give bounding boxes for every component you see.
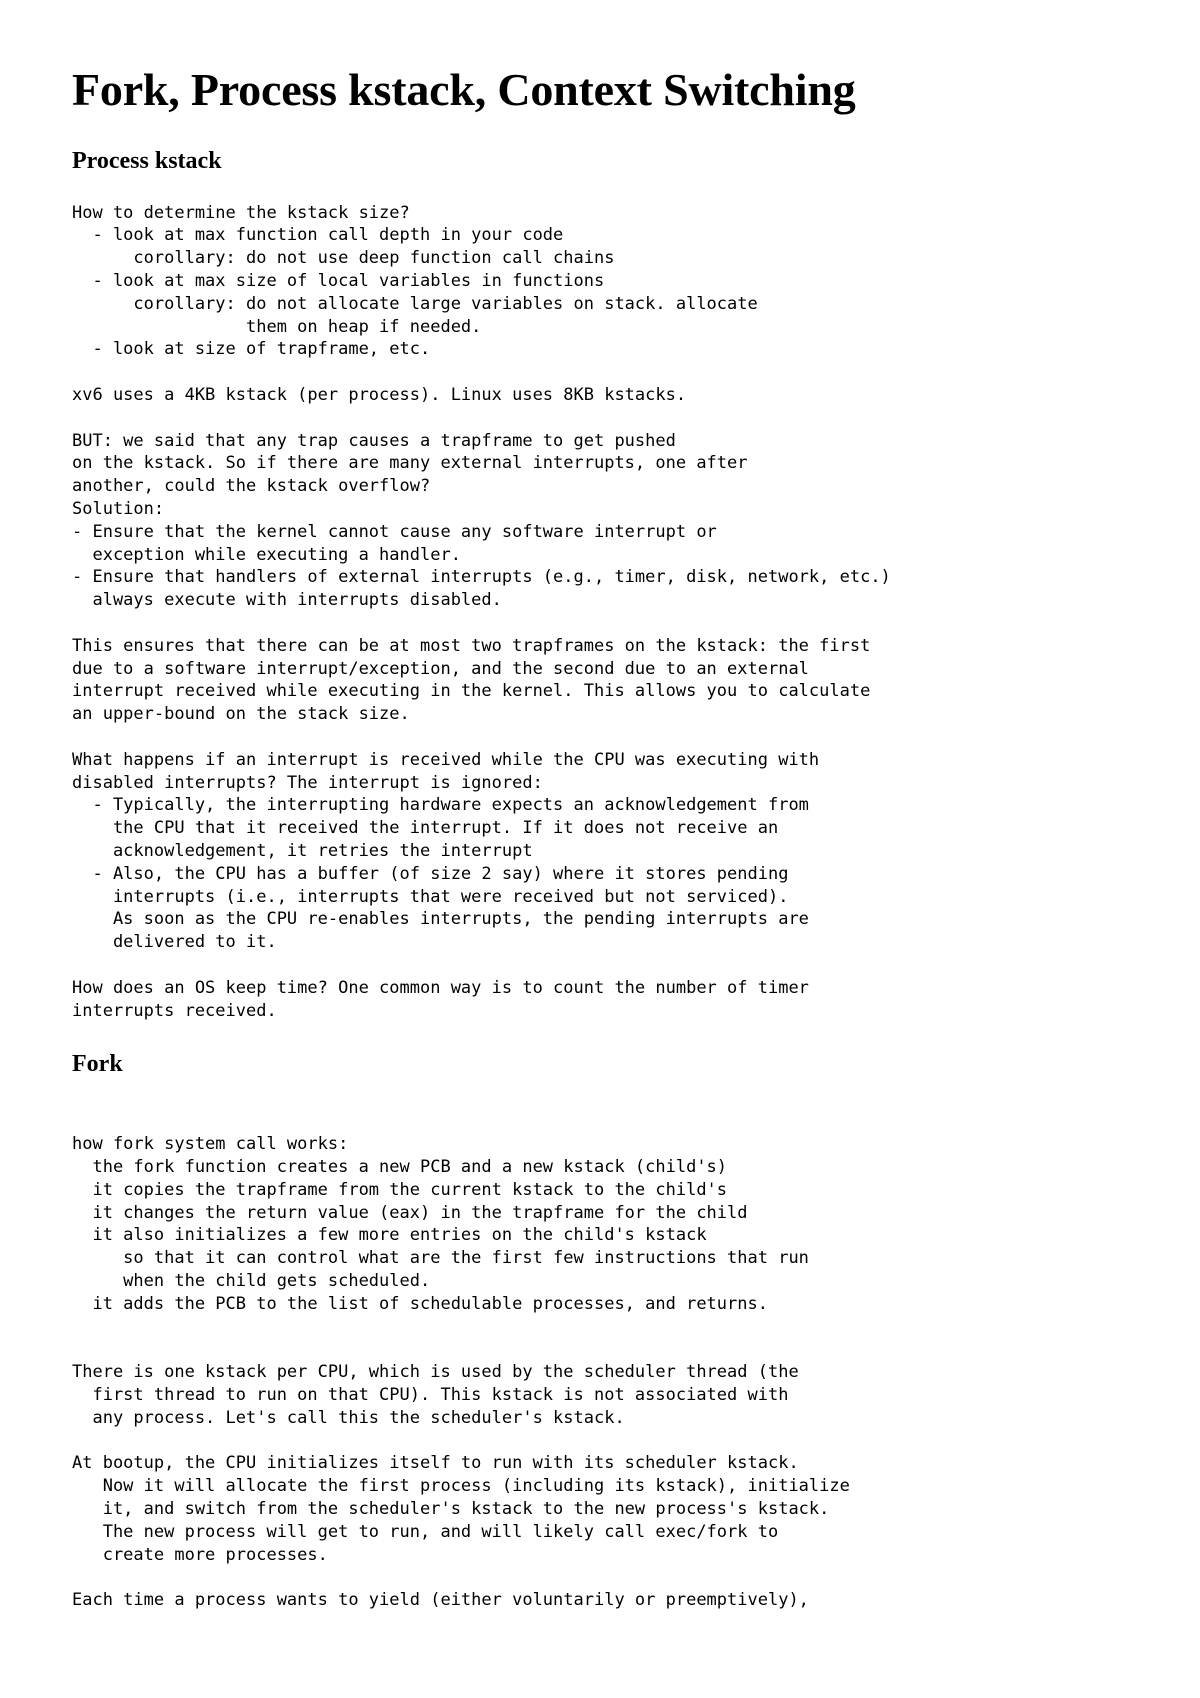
section-heading-process-kstack: Process kstack	[72, 147, 222, 174]
section-body-process-kstack: How to determine the kstack size? - look at max function call depth in your code corollary: do not use deep function call chains - look at max size of local variables in functions corollary: do not allocate large variables on stack. allocate them on heap if needed. - look at size of trapframe, etc. xv6 uses a 4KB kstack (per process). Linux uses 8KB kstacks. BUT: we said that any trap causes a trapframe to get pushed on the kstack. So if there are many external interrupts, one after another, could the kstack overflow? Solution: - Ensure that the kernel cannot cause any software interrupt or exception while executing a handler. - Ensure that handlers of external interrupts (e.g., timer, disk, network, etc.) always execute with interrupts disabled. This ensures that there can be at most two trapframes on the kstack: the first due to a software interrupt/exception, and the second due to an external interrupt received while executing in the kernel. This allows you to calculate an upper-bound on the stack size. What happens if an interrupt is received while the CPU was executing with disabled interrupts? The interrupt is ignored: - Typically, the interrupting hardware expects an acknowledgement from the CPU that it received the interrupt. If it does not receive an acknowledgement, it retries the interrupt - Also, the CPU has a buffer (of size 2 say) where it stores pending interrupts (i.e., interrupts that were received but not serviced). As soon as the CPU re-enables interrupts, the pending interrupts are delivered to it. How does an OS keep time? One common way is to count the number of timer interrupts received.	[72, 202, 891, 1021]
section-body-fork: how fork system call works: the fork function creates a new PCB and a new kstack (child's) it copies the trapframe from the current kstack to the child's it changes the return value (eax) in the trapframe for the child it also initializes a few more entries on the child's kstack so that it can control what are the first few instructions that run when the child gets scheduled. it adds the PCB to the list of schedulable processes, and returns. There is one kstack per CPU, which is used by the scheduler thread (the first thread to run on that CPU). This kstack is not associated with any process. Let's call this the scheduler's kstack. At bootup, the CPU initializes itself to run with its scheduler kstack. Now it will allocate the first process (including its kstack), initialize it, and switch from the scheduler's kstack to the new process's kstack. The new process will get to run, and will likely call exec/fork to create more processes. Each time a process wants to yield (either voluntarily or preemptively),	[72, 1134, 850, 1611]
section-heading-fork: Fork	[72, 1051, 123, 1078]
page-title: Fork, Process kstack, Context Switching	[72, 64, 856, 115]
document-page	[72, 64, 1172, 1612]
